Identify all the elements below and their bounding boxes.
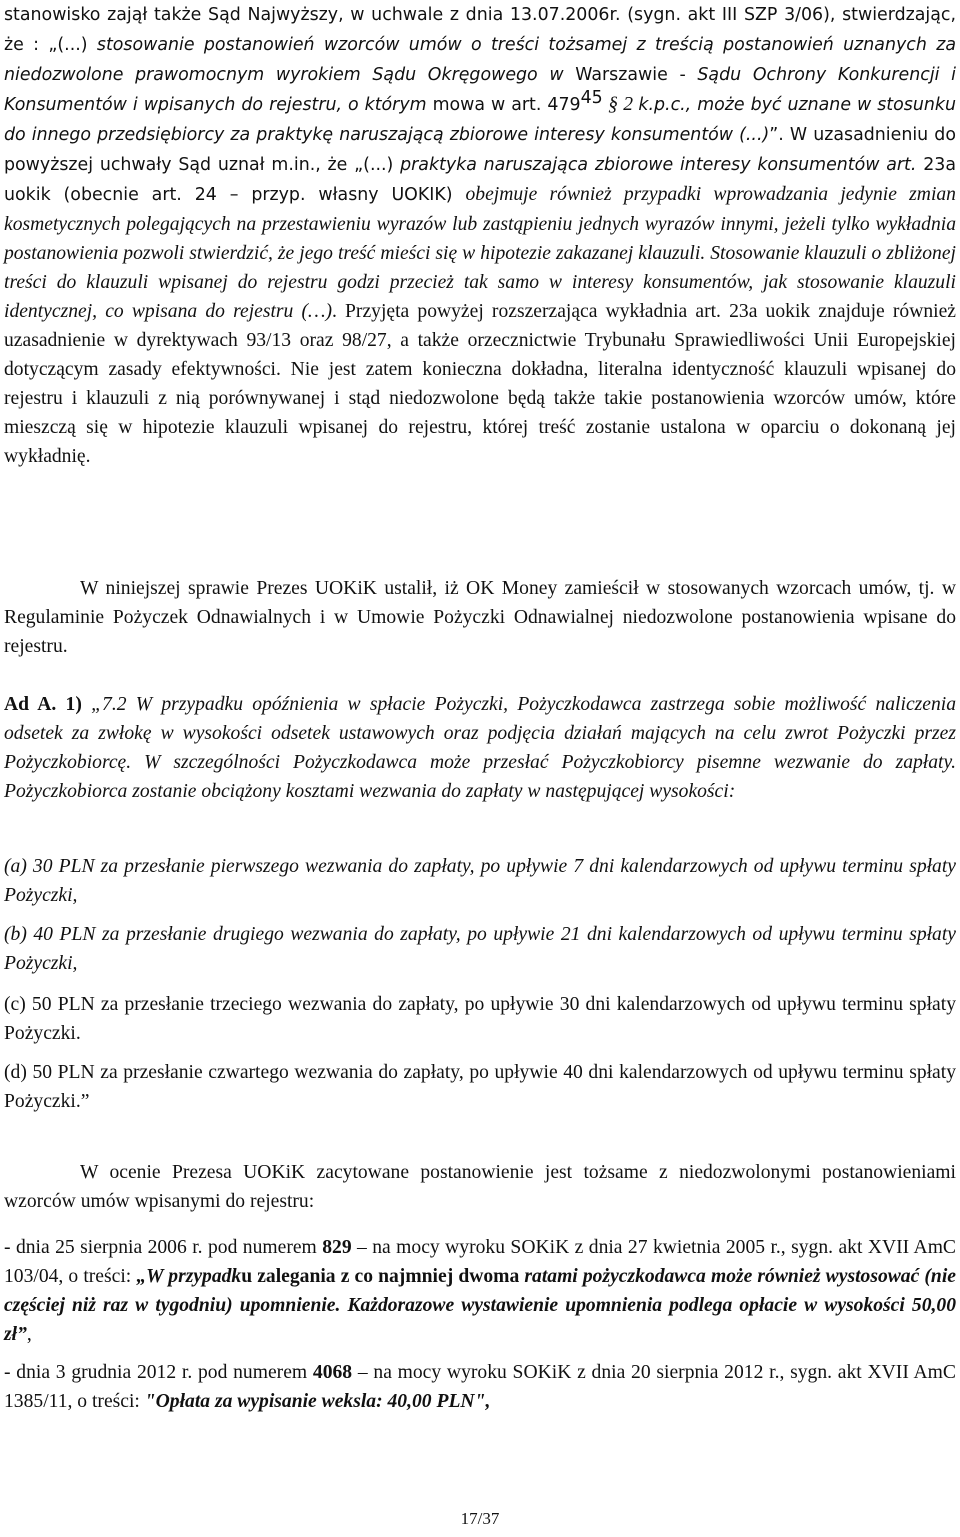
entry2-number: 4068 [312,1362,353,1383]
intro-paragraph-sign: § 2 [602,94,639,115]
intro-quote-6: obejmuje również przypadki wprowadzania jedynie zmian kosmetycznych polegających na przestawieniu wyrazów lub zastąpieniu jednych wyrazów innymi, jeżeli tylko wykładnia postanowienia pozwoli stwierdzić, że jego treść mieści się w hipotezie zakazanej klauzuli. Stosowanie klauzuli o zbliżonej treści do klauzuli wpisanej do rejestru godzi przecież tak samo w interesy konsumentów, jak stosowanie klauzuli identycznej, co wpisana do rejestru (…) [4,184,956,322]
entry1-tail: , [26,1324,32,1345]
page-number: 17/37 [460,1509,500,1528]
entry1-number: 829 [322,1237,352,1258]
intro-line-5: 23a uokik (obecnie art. 24 – przyp. własny UOKIK) [4,155,956,205]
fee-item-b: (b) 40 PLN za przesłanie drugiego wezwania do zapłaty, po upływie 21 dni kalendarzowych od upływu terminu spłaty Pożyczki, [4,924,956,974]
fee-item-a: (a) 30 PLN za przesłanie pierwszego wezwania do zapłaty, po upływie 7 dni kalendarzowych od upływu terminu spłaty Pożyczki, [4,856,956,906]
intro-quote-1b: stosowanie postanowień wzorców umów o treści tożsamej z treścią postanowień uznanych za niedozwolone prawomocnym wyrokiem Sądu Okręgowego w [4,35,956,85]
register-entry-1 [4,1233,956,1349]
entry1-quote-rest: ratami pożyczkodawca może również wystosować (nie częściej niż raz w tygodniu) upomnienie. Każdorazowe wystawienie upomnienia podlega opłacie w wysokości 50,00 zł” [4,1266,956,1345]
register-entry-2 [4,1358,956,1416]
entry1-quote-start: „W przypadk [136,1266,242,1287]
finding-paragraph: W niniejszej sprawie Prezes UOKiK ustalił, iż OK Money zamieścił w stosowanych wzorcach umów, tj. w Regulaminie Pożyczek Odnawialnych i w Umowie Pożyczki Odnawialnej niedozwolone postanowienia wpisane do rejestru. [4,578,956,657]
ad-a-clause: „7.2 W przypadku opóźnienia w spłacie Pożyczki, Pożyczkodawca zastrzega sobie możliwość naliczenia odsetek za zwłokę w wysokości odsetek ustawowych oraz podjęcia działań mających na celu zwrot Pożyczki przez Pożyczkobiorcę. W szczególności Pożyczkodawca może przesłać Pożyczkobiorcy pisemne wezwanie do zapłaty. Pożyczkobiorca zostanie obciążony kosztami wezwania do zapłaty w następującej wysokości: [4,694,957,802]
intro-line-3: ”. W uzasadnieniu do powyższej uchwały Sąd uznał m.in., że „(...) [4,125,956,175]
intro-warszawa: Warszawie - [575,65,698,85]
intro-mowa-art: mowa w art. 479 [432,95,581,115]
assessment-paragraph: W ocenie Prezesa UOKiK zacytowane postanowienie jest tożsame z niedozwolonymi postanowieniami wzorców umów wpisanymi do rejestru: [4,1162,956,1212]
intro-paragraph [4,0,956,471]
fee-item-d: (d) 50 PLN za przesłanie czwartego wezwania do zapłaty, po upływie 40 dni kalendarzowych od upływu terminu spłaty Pożyczki.” [4,1062,956,1112]
entry1-prefix: - dnia 25 sierpnia 2006 r. pod numerem [4,1237,323,1258]
intro-sup: 45 [580,88,603,108]
intro-line-7: . Przyjęta powyżej rozszerzająca wykładnia art. 23a uokik znajduje również uzasadnienie w dyrektywach 93/13 oraz 98/27, a także orzecznictwie Trybunału Sprawiedliwości Unii Europejskiej dotyczącym zasady efektywności. Nie jest zatem konieczna dokładna, literalna identyczność klauzuli wpisanej do rejestru i klauzuli z nią porównywanej i stąd niedozwolone będą także takie postanowienia wzorców umów, które mieszczą się w hipotezie klauzuli wpisanej do rejestru, której treść zostanie ustalona w oparciu o dokonaną jej wykładnię. [4,301,956,467]
intro-quote-1c: Sądu Ochrony Konkurencji i Konsumentów i wpisanych do rejestru, o którym [4,65,957,115]
intro-quote-4: praktyka naruszająca zbiorowe interesy konsumentów art. [400,155,924,175]
document-page [4,0,956,1537]
fee-item-c: (c) 50 PLN za przesłanie trzeciego wezwania do zapłaty, po upływie 30 dni kalendarzowych od upływu terminu spłaty Pożyczki. [4,994,956,1044]
intro-quote-2: , może być uznane w stosunku do innego przedsiębiorcy za praktykę naruszającą zbiorowe interesy konsumentów (...) [4,95,956,145]
entry1-quote-bold: u zalegania z co najmniej dwoma [241,1266,525,1287]
entry2-prefix: - dnia 3 grudnia 2012 r. pod numerem [4,1362,313,1383]
ad-a-label: Ad A. 1) [4,694,82,715]
intro-line-1a: stanowisko zajął także Sąd Najwyższy, w uchwale z dnia 13.07.2006r. (sygn. akt III SZP 3/06), stwierdzając, że : „(...) [4,5,956,55]
entry2-quote: "Opłata za wypisanie weksla: 40,00 PLN", [144,1391,491,1412]
intro-kpc: k.p.c. [638,95,686,115]
entry2-middle: – na mocy wyroku SOKiK z dnia 20 sierpnia 2012 r., sygn. akt XVII AmC 1385/11, o treści: [4,1362,956,1412]
ad-a-paragraph [4,690,956,806]
entry1-middle: – na mocy wyroku SOKiK z dnia 27 kwietnia 2005 r., sygn. akt XVII AmC 103/04, o treści: [4,1237,956,1287]
